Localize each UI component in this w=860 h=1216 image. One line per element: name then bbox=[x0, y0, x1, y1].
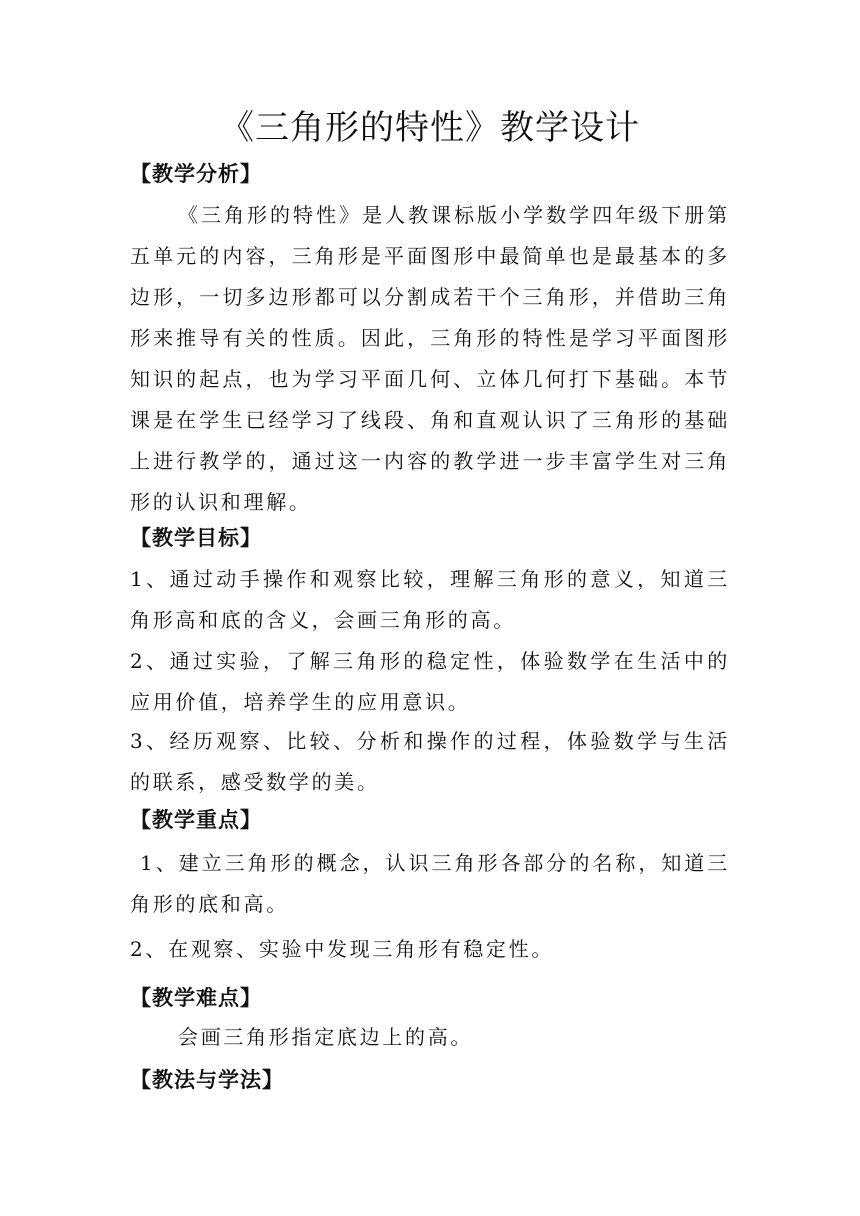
goal-item-1: 1、通过动手操作和观察比较，理解三角形的意义，知道三角形高和底的含义，会画三角形的高。 bbox=[130, 567, 730, 632]
key-point-item-2: 2、在观察、实验中发现三角形有稳定性。 bbox=[130, 937, 555, 961]
difficulties-paragraph: 会画三角形指定底边上的高。 bbox=[178, 1025, 474, 1049]
analysis-paragraph: 《三角形的特性》是人教课标版小学数学四年级下册第五单元的内容，三角形是平面图形中最简单也是最基本的多边形，一切多边形都可以分割成若干个三角形，并借助三角形来推导有关的性质。因此，三角形的特性是学习平面图形知识的起点，也为学习平面几何、立体几何打下基础。本节课是在学生已经学习了线段、角和直观认识了三角形的基础上进行教学的，通过这一内容的教学进一步丰富学生对三角形的认识和理解。 bbox=[130, 203, 730, 514]
document-title: 《三角形的特性》教学设计 bbox=[220, 108, 640, 148]
heading-methods: 【教法与学法】 bbox=[130, 1068, 284, 1092]
goal-item-2: 2、通过实验，了解三角形的稳定性，体验数学在生活中的应用价值，培养学生的应用意识。 bbox=[130, 649, 730, 714]
heading-difficulties: 【教学难点】 bbox=[130, 986, 262, 1010]
goal-item-3: 3、经历观察、比较、分析和操作的过程，体验数学与生活的联系，感受数学的美。 bbox=[130, 729, 730, 794]
heading-key-points: 【教学重点】 bbox=[130, 808, 262, 832]
key-point-item-1: 1、建立三角形的概念，认识三角形各部分的名称，知道三角形的底和高。 bbox=[130, 851, 730, 916]
heading-goals: 【教学目标】 bbox=[130, 526, 262, 550]
heading-analysis: 【教学分析】 bbox=[130, 162, 262, 186]
